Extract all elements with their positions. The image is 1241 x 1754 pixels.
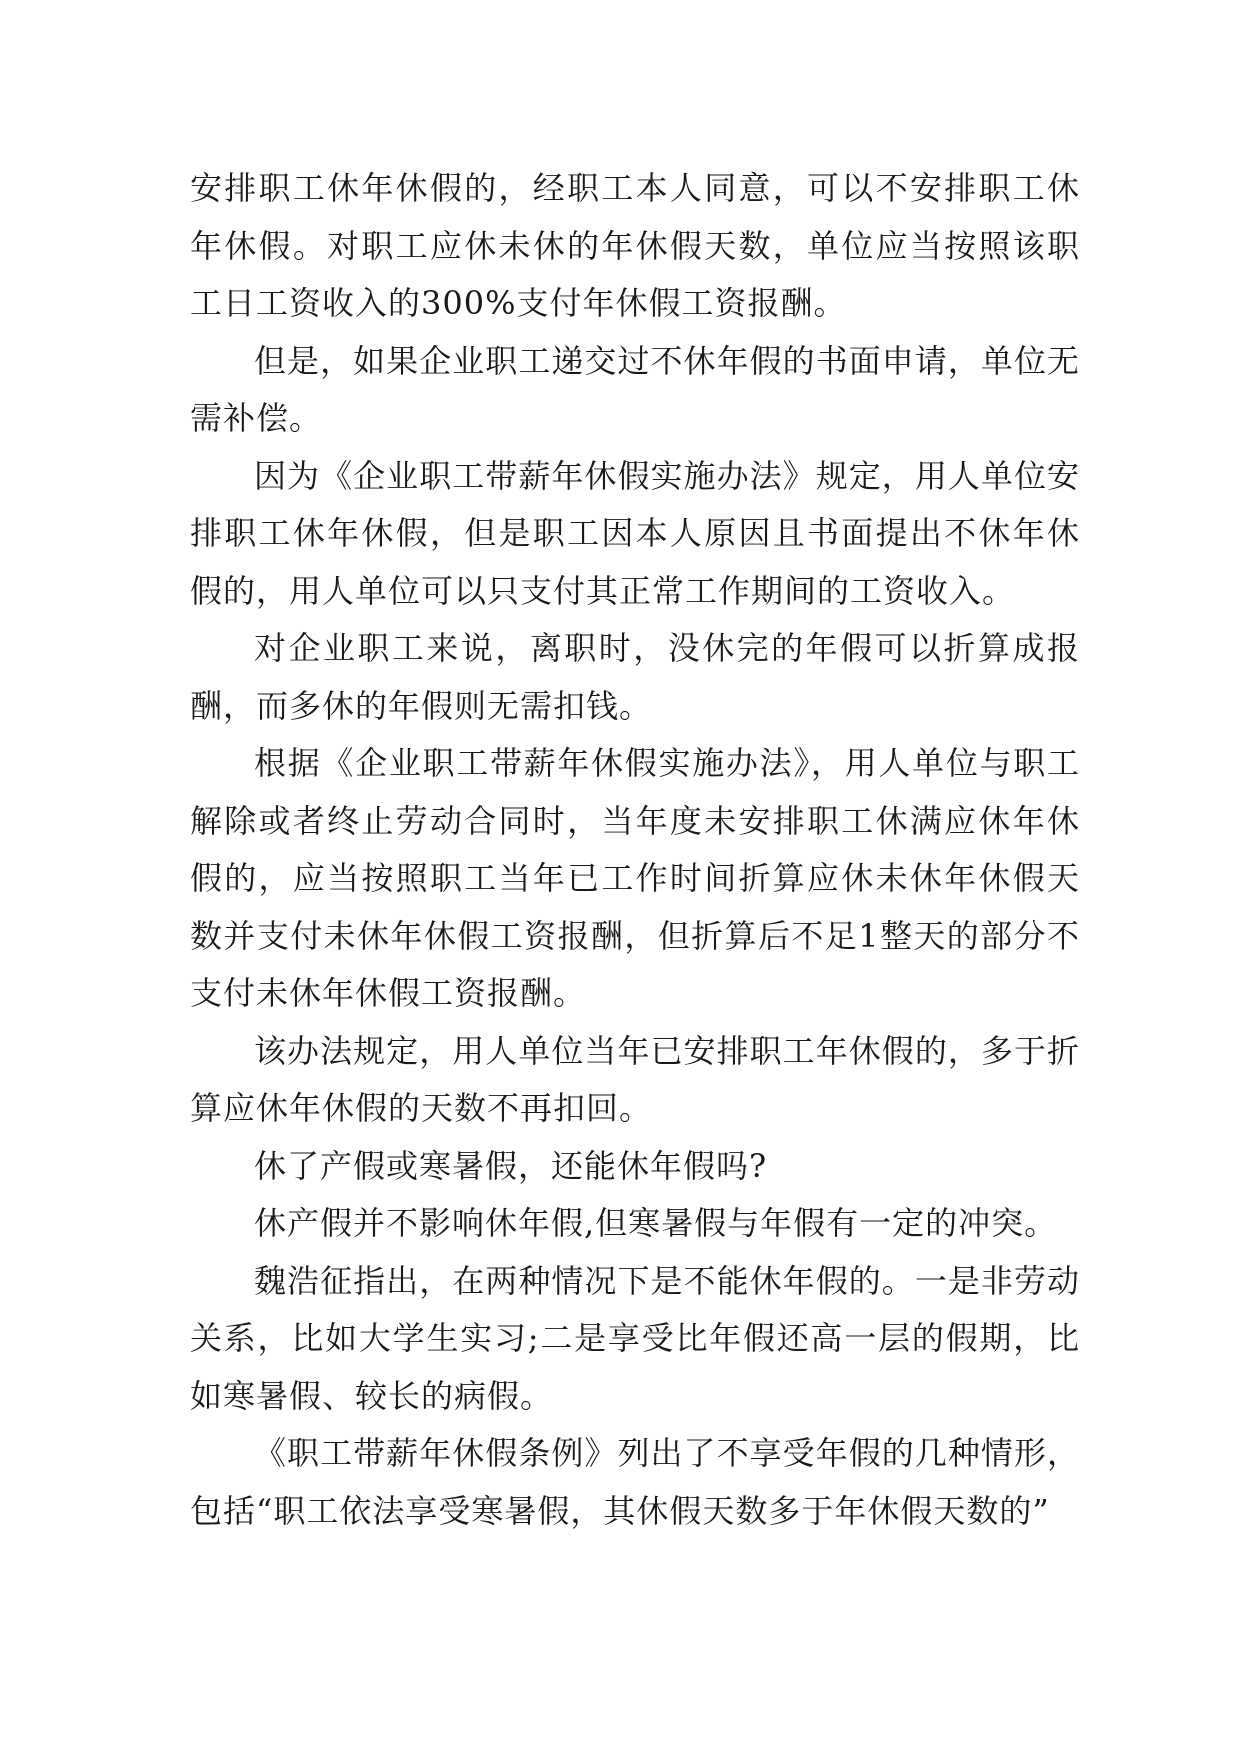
paragraph: 对企业职工来说，离职时，没休完的年假可以折算成报酬，而多休的年假则无需扣钱。 [190,629,1080,725]
paragraph: 因为《企业职工带薪年休假实施办法》规定，用人单位安排职工休年休假，但是职工因本人原因且书面提出不休年休假的，用人单位可以只支付其正常工作期间的工资收入。 [190,456,1080,610]
paragraph: 但是，如果企业职工递交过不休年假的书面申请，单位无需补偿。 [190,341,1080,437]
paragraph: 该办法规定，用人单位当年已安排职工年休假的，多于折算应休年休假的天数不再扣回。 [190,1031,1080,1127]
paragraph: 安排职工休年休假的，经职工本人同意，可以不安排职工休年休假。对职工应休未休的年休假天数，单位应当按照该职工日工资收入的300%支付年休假工资报酬。 [190,169,1080,322]
paragraph: 休产假并不影响休年假,但寒暑假与年假有一定的冲突。 [254,1204,1058,1242]
paragraph: 魏浩征指出，在两种情况下是不能休年假的。一是非劳动关系，比如大学生实习;二是享受比年假还高一层的假期，比如寒暑假、较长的病假。 [190,1261,1080,1415]
document-body [190,160,1080,1540]
paragraph: 《职工带薪年休假条例》列出了不享受年假的几种情形，包括“职工依法享受寒暑假，其休假天数多于年休假天数的” [190,1434,1080,1530]
paragraph: 休了产假或寒暑假，还能休年假吗? [254,1146,768,1185]
paragraph: 根据《企业职工带薪年休假实施办法》，用人单位与职工解除或者终止劳动合同时，当年度未安排职工休满应休年休假的，应当按照职工当年已工作时间折算应休未休年休假天数并支付未休年休假工资报酬，但折算后不足1整天的部分不支付未休年休假工资报酬。 [190,744,1080,1012]
